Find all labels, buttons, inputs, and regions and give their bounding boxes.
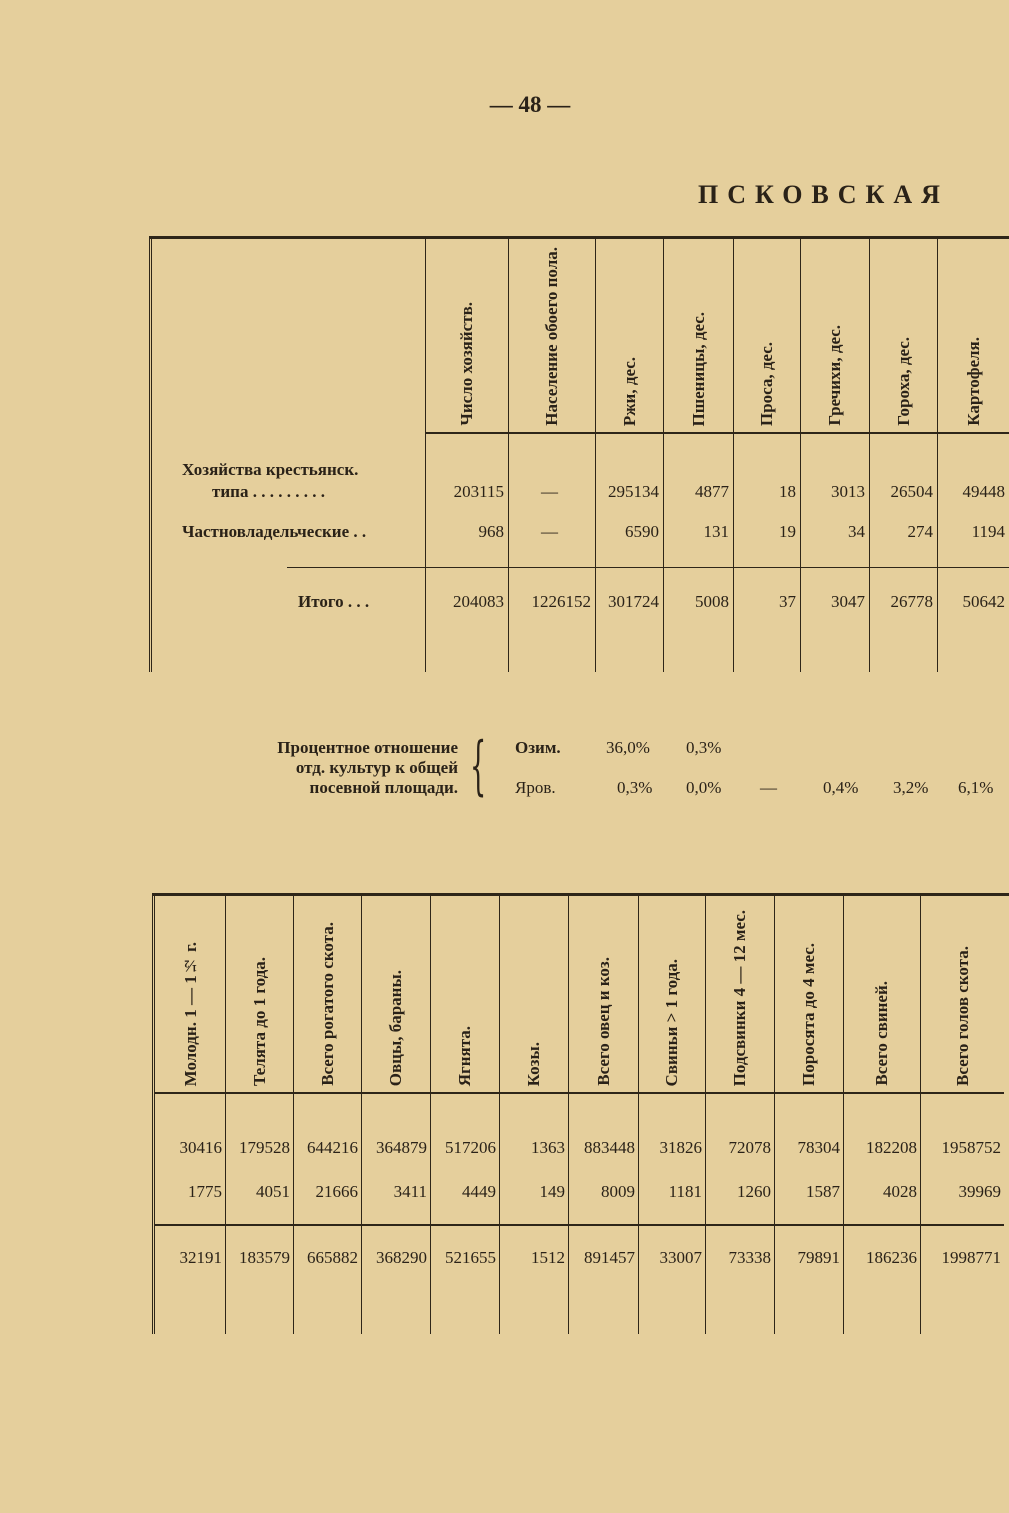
total-rule [155,1224,1004,1226]
column-header-text: Пшеницы, дес. [688,311,708,426]
table-cell: 1363 [531,1138,565,1157]
column-header [733,244,800,426]
table-cell: 21666 [315,1182,358,1201]
column-header [638,901,705,1086]
percent-value: 0,0% [686,778,722,797]
column-header-text: Проса, дес. [757,341,776,426]
table-cell: 4449 [462,1182,496,1201]
column-header-text: Козы. [524,1041,543,1086]
total-cell: 301724 [608,592,659,611]
table-cell: 49448 [962,482,1005,501]
table-cell: 968 [478,522,504,541]
percent-value: 0,3% [686,738,722,757]
column-header [595,244,663,426]
column-header-text: Телята до 1 года. [249,956,269,1086]
table-cell: 179528 [239,1138,290,1157]
table-cell: 203115 [453,482,504,501]
column-header [568,901,638,1086]
table-cell: 517206 [445,1138,496,1157]
table-cell: 364879 [376,1138,427,1157]
total-cell: 26778 [890,592,933,611]
column-header-text: Население обоего пола. [542,247,561,426]
column-header-text: Овцы, бараны. [386,969,405,1086]
total-cell: 183579 [239,1248,290,1267]
table-cell: 3411 [393,1182,427,1201]
column-header [800,244,869,426]
column-header [920,901,1004,1086]
table-cell: 19 [779,522,796,541]
table-cell: 182208 [866,1138,917,1157]
page-number: — 48 — [489,92,571,117]
column-header-text: Число хозяйств. [457,302,476,426]
column-header [499,901,568,1086]
top-rule [152,893,1009,896]
table-cell: 34 [848,522,865,541]
percent-value: — [760,778,777,797]
brace-symbol: { [470,729,487,803]
table-cell: 131 [703,522,729,541]
column-header [843,901,920,1086]
percent-kind-winter: Озим. [515,738,561,757]
table-cell: 4028 [883,1182,917,1201]
table-cell: 31826 [659,1138,702,1157]
total-cell: 73338 [728,1248,771,1267]
total-cell: 1998771 [941,1248,1001,1267]
column-header [430,901,499,1086]
column-header [663,244,733,426]
column-header-text: Поросята до 4 мес. [799,943,818,1086]
total-cell: 32191 [179,1248,222,1267]
column-header-text: Ягнята. [455,1025,474,1086]
table-cell: 4051 [256,1182,290,1201]
column-header [225,901,293,1086]
top-rule [149,236,1009,239]
column-header-text: Свиньи > 1 года. [662,958,681,1086]
percent-value: 3,2% [893,778,929,797]
percent-label-line: Процентное отношение [277,738,458,757]
header-rule [425,432,1009,434]
total-rule [287,567,1009,568]
column-header-text: Гречихи, дес. [825,325,844,426]
table-cell: 8009 [601,1182,635,1201]
column-header-text: Всего овец и коз. [593,957,613,1086]
column-header-text: Всего свиней. [872,981,891,1086]
column-header [425,244,508,426]
column-header-text: Картофеля. [963,337,983,426]
total-cell: 50642 [962,592,1005,611]
percent-value: 0,3% [617,778,653,797]
column-header [508,244,595,426]
total-cell: 5008 [695,592,729,611]
left-rule [149,236,152,672]
table-cell: 1260 [737,1182,771,1201]
table-cell: — [541,482,558,501]
table-cell: 1958752 [941,1138,1001,1157]
total-cell: 37 [779,592,796,611]
column-header [705,901,774,1086]
table-cell: 1775 [188,1182,222,1201]
percent-kind-spring: Яров. [515,778,556,797]
header-rule [155,1092,1004,1094]
region-title: ПСКОВСКАЯ [698,180,949,209]
table-cell: 1194 [971,522,1005,541]
row-label: Частновладельческие . . [182,522,367,541]
table-cell: 18 [779,482,796,501]
table-cell: 72078 [728,1138,771,1157]
column-header [293,901,361,1086]
table-cell: 3013 [831,482,865,501]
table-cell: 26504 [890,482,933,501]
row-label: типа . . . . . . . . . [212,482,325,501]
column-header-text: Гороха, дес. [893,337,913,426]
column-header [361,901,430,1086]
column-header [937,244,1009,426]
table-cell: 39969 [958,1182,1001,1201]
total-cell: 186236 [866,1248,917,1267]
column-header [155,901,225,1086]
percent-value: 36,0% [606,738,650,757]
percent-value: 0,4% [823,778,859,797]
table-cell: — [541,522,558,541]
table-cell: 149 [539,1182,565,1201]
column-header-text: Ржи, дес. [619,356,639,426]
percent-label-line: отд. культур к общей [295,758,458,777]
column-header-text: Всего рогатого скота. [317,922,337,1086]
table-cell: 644216 [307,1138,358,1157]
table-cell: 78304 [797,1138,840,1157]
total-cell: 3047 [831,592,865,611]
row-label: Хозяйства крестьянск. [182,460,359,479]
table-cell: 6590 [625,522,659,541]
total-cell: 368290 [376,1248,427,1267]
percent-label [228,738,458,798]
table-cell: 4877 [695,482,729,501]
column-header [774,901,843,1086]
total-cell: 204083 [453,592,504,611]
column-header-text: Подсвинки 4 — 12 мес. [730,909,749,1086]
table-cell: 1181 [668,1182,702,1201]
total-cell: 891457 [584,1248,635,1267]
total-cell: 79891 [797,1248,840,1267]
column-header [869,244,937,426]
table-cell: 274 [907,522,933,541]
total-cell: 33007 [659,1248,702,1267]
column-header-text: Молодн. 1 — 1½ г. [180,941,200,1086]
table-cell: 295134 [608,482,659,501]
total-cell: 521655 [445,1248,496,1267]
total-cell: 1226152 [531,592,591,611]
total-cell: 1512 [531,1248,565,1267]
percent-value: 6,1% [958,778,994,797]
total-label: Итого . . . [298,592,370,611]
table-cell: 1587 [806,1182,840,1201]
column-header-text: Всего голов скота. [952,945,972,1086]
table-cell: 30416 [179,1138,222,1157]
percent-label-line: посевной площади. [309,778,458,797]
total-cell: 665882 [307,1248,358,1267]
table-cell: 883448 [584,1138,635,1157]
